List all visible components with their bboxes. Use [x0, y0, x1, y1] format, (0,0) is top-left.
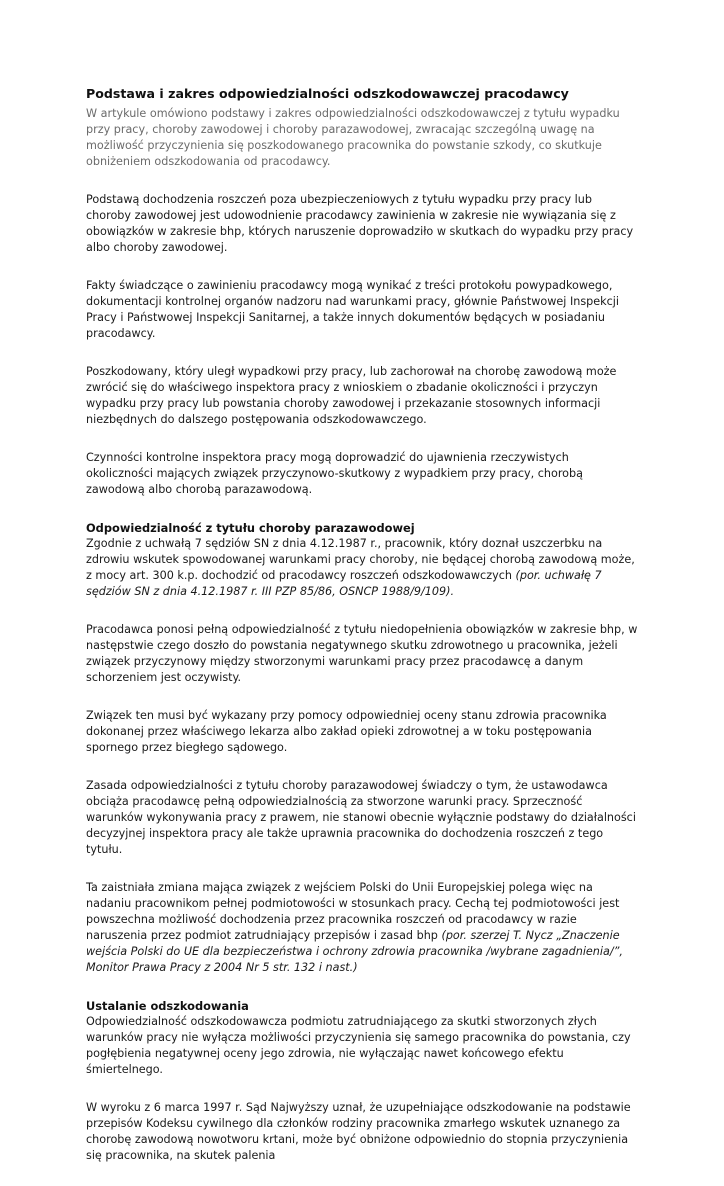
paragraph-1: Podstawą dochodzenia roszczeń poza ubezpieczeniowych z tytułu wypadku przy pracy lub choroby zawodowej jest udowodnienie pracodawcy zawinienia w zakresie nie wywiązania się z obowiązków w zakresie bhp, których naruszenie doprowadziło w skutkach do wypadku przy pracy albo choroby zawodowej.: [86, 193, 634, 254]
heading-parazawodowa: Odpowiedzialność z tytułu choroby parazawodowej: [86, 521, 415, 535]
paragraph-5: [86, 536, 638, 600]
document-page: [86, 86, 638, 1186]
paragraph-7: Związek ten musi być wykazany przy pomocy odpowiedniej oceny stanu zdrowia pracownika dokonanej przez właściwego lekarza albo zakład opieki zdrowotnej a w toku postępowania spornego przez biegłego sądowego.: [86, 709, 607, 754]
paragraph-10: Odpowiedzialność odszkodowawcza podmiotu zatrudniającego za skutki stworzonych złych warunków pracy nie wyłącza możliwości przyczynienia się samego pracownika do powstania, czy pogłębienia negatywnej oceny jego zdrowia, nie wyłączając nawet końcowego efektu śmiertelnego.: [86, 1015, 631, 1076]
paragraph-5-text: Zgodnie z uchwałą 7 sędziów SN z dnia 4.12.1987 r., pracownik, który doznał uszczerbku na zdrowiu wskutek spowodowanej warunkami pracy choroby, nie będącej chorobą zawodową może, z mocy art. 300 k.p. dochodzić od pracodawcy roszczeń odszkodowawczych: [86, 537, 635, 582]
paragraph-9: [86, 880, 638, 976]
paragraph-8: Zasada odpowiedzialności z tytułu choroby parazawodowej świadczy o tym, że ustawodawca obciąża pracodawcę pełną odpowiedzialnością za stworzone warunki pracy. Sprzeczność warunków wykonywania pracy z prawem, nie stanowi obecnie wyłącznie podstawy do działalności decyzyjnej inspektora pracy ale także uprawnia pracownika do dochodzenia roszczeń z tego tytułu.: [86, 779, 636, 856]
paragraph-6: Pracodawca ponosi pełną odpowiedzialność z tytułu niedopełnienia obowiązków w zakresie bhp, w następstwie czego doszło do powstania negatywnego skutku zdrowotnego u pracownika, jeżeli związek przyczynowy między stworzonymi warunkami pracy przez pracodawcę a danym schorzeniem jest oczywisty.: [86, 623, 638, 684]
paragraph-2: Fakty świadczące o zawinieniu pracodawcy mogą wynikać z treści protokołu powypadkowego, dokumentacji kontrolnej organów nadzoru nad warunkami pracy, głównie Państwowej Inspekcji Pracy i Państwowej Inspekcji Sanitarnej, a także innych dokumentów będących w posiadaniu pracodawcy.: [86, 279, 619, 340]
paragraph-5-citation: (por. uchwałę 7 sędziów SN z dnia 4.12.1987 r. III PZP 85/86, OSNCP 1988/9/109).: [86, 569, 602, 598]
paragraph-3: Poszkodowany, który uległ wypadkowi przy pracy, lub zachorował na chorobę zawodową może zwrócić się do właściwego inspektora pracy z wnioskiem o zbadanie okoliczności i przyczyn wypadku przy pracy lub powstania choroby zawodowej i przekazanie stosownych informacji niezbędnych do dalszego postępowania odszkodowawczego.: [86, 365, 617, 426]
article-title: Podstawa i zakres odpowiedzialności odszkodowawczej pracodawcy: [86, 86, 569, 101]
article-lead: W artykule omówiono podstawy i zakres odpowiedzialności odszkodowawczej z tytułu wypadku przy pracy, choroby zawodowej i choroby parazawodowej, zwracając szczególną uwagę na możliwość przyczynienia się poszkodowanego pracownika do powstanie szkody, co skutkuje obniżeniem odszkodowania od pracodawcy.: [86, 107, 620, 168]
paragraph-9-citation: (por. szerzej T. Nycz „Znaczenie wejścia Polski do UE dla bezpieczeństwa i ochrony zdrowia pracownika /wybrane zagadnienia/”, Monitor Prawa Pracy z 2004 Nr 5 str. 132 i nast.): [86, 929, 623, 974]
paragraph-11: W wyroku z 6 marca 1997 r. Sąd Najwyższy uznał, że uzupełniające odszkodowanie na podstawie przepisów Kodeksu cywilnego dla członków rodziny pracownika zmarłego wskutek uznanego za chorobę zawodową nowotworu krtani, może być obniżone odpowiednio do stopnia przyczynienia się pracownika, na skutek palenia: [86, 1101, 631, 1162]
heading-ustalanie: Ustalanie odszkodowania: [86, 999, 249, 1013]
paragraph-9-text: Ta zaistniała zmiana mająca związek z wejściem Polski do Unii Europejskiej polega więc na nadaniu pracownikom pełnej podmiotowości w stosunkach pracy. Cechą tej podmiotowości jest powszechna możliwość dochodzenia przez pracownika roszczeń od pracodawcy w razie naruszenia przez podmiot zatrudniający przepisów i zasad bhp: [86, 881, 620, 942]
paragraph-4: Czynności kontrolne inspektora pracy mogą doprowadzić do ujawnienia rzeczywistych okoliczności mających związek przyczynowo-skutkowy z wypadkiem przy pracy, chorobą zawodową albo chorobą parazawodową.: [86, 451, 583, 496]
